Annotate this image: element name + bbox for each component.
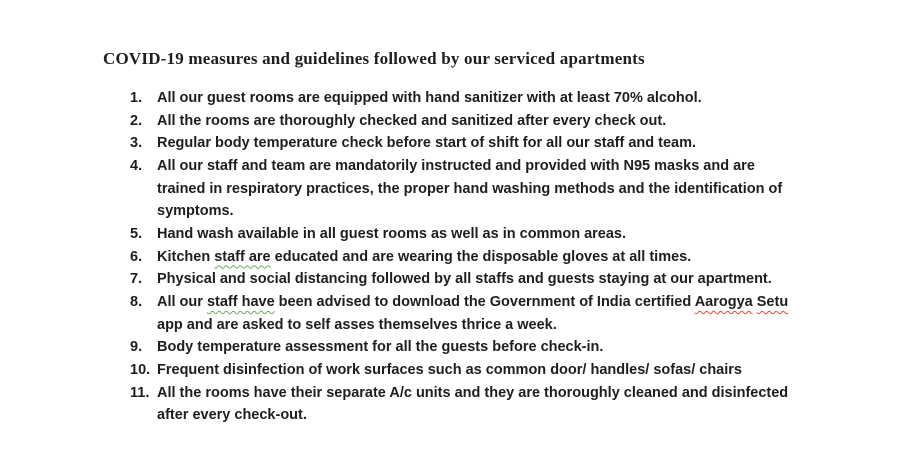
text-segment: Frequent disinfection of work surfaces such as common door/ handles/ sofas/ chairs xyxy=(157,361,742,378)
list-item-text xyxy=(157,87,797,110)
list-item xyxy=(130,87,798,110)
list-item-number: 11. xyxy=(130,384,150,401)
list-item-text xyxy=(157,155,797,223)
list-item-number: 6. xyxy=(130,248,143,265)
list-item-text xyxy=(157,223,797,246)
list-item xyxy=(130,359,798,382)
list-item-text xyxy=(157,268,797,291)
list-item-text xyxy=(157,246,797,269)
list-item xyxy=(130,110,798,133)
list-item-number: 3. xyxy=(130,135,143,152)
list-item-text xyxy=(157,336,797,359)
list-item-number: 5. xyxy=(130,225,143,242)
text-segment: Kitchen xyxy=(157,248,215,265)
page-title: COVID-19 measures and guidelines followed by our serviced apartments xyxy=(103,49,645,68)
text-segment: app and are asked to self asses themselves thrice a week. xyxy=(157,316,557,333)
text-segment: been advised to download the Government of India certified xyxy=(274,293,695,310)
text-segment: All our xyxy=(157,293,207,310)
list-item-text xyxy=(157,132,797,155)
guidelines-list xyxy=(130,87,798,427)
grammar-check-underline: staff are xyxy=(214,248,271,265)
list-item-number: 4. xyxy=(130,157,143,174)
list-item-number: 9. xyxy=(130,339,143,356)
list-item-text xyxy=(157,382,797,427)
list-item-text xyxy=(157,110,797,133)
list-item xyxy=(130,336,798,359)
list-item-number: 2. xyxy=(130,112,143,129)
list-item-text xyxy=(157,359,797,382)
text-segment: All our guest rooms are equipped with hand sanitizer with at least 70% alcohol. xyxy=(157,90,702,106)
list-item-number: 7. xyxy=(130,271,143,288)
list-item xyxy=(130,268,798,291)
list-item xyxy=(130,223,798,246)
text-segment: Physical and social distancing followed by all staffs and guests staying at our apartment. xyxy=(157,271,772,288)
list-item xyxy=(130,246,798,269)
list-item-number: 1. xyxy=(130,90,143,106)
list-item xyxy=(130,291,798,336)
text-segment: Hand wash available in all guest rooms as well as in common areas. xyxy=(157,225,627,242)
list-item-number: 10. xyxy=(130,361,151,378)
list-item xyxy=(130,155,798,223)
spell-check-underline: Aarogya xyxy=(694,293,753,310)
spell-check-underline: Setu xyxy=(756,293,789,310)
grammar-check-underline: staff have xyxy=(206,293,275,310)
text-segment: Body temperature assessment for all the guests before check-in. xyxy=(157,339,604,356)
list-item-text xyxy=(157,291,797,336)
text-segment: All the rooms have their separate A/c units and they are thoroughly cleaned and disinfected after every check-out. xyxy=(157,384,789,424)
text-segment: educated and are wearing the disposable gloves at all times. xyxy=(270,248,692,265)
text-segment: All our staff and team are mandatorily instructed and provided with N95 masks and are trained in respiratory practices, the proper hand washing methods and the identification of symptoms. xyxy=(157,157,783,220)
list-item xyxy=(130,382,798,427)
list-item xyxy=(130,132,798,155)
text-segment: Regular body temperature check before start of shift for all our staff and team. xyxy=(157,135,697,152)
list-item-number: 8. xyxy=(130,293,143,310)
text-segment: All the rooms are thoroughly checked and sanitized after every check out. xyxy=(157,112,667,129)
